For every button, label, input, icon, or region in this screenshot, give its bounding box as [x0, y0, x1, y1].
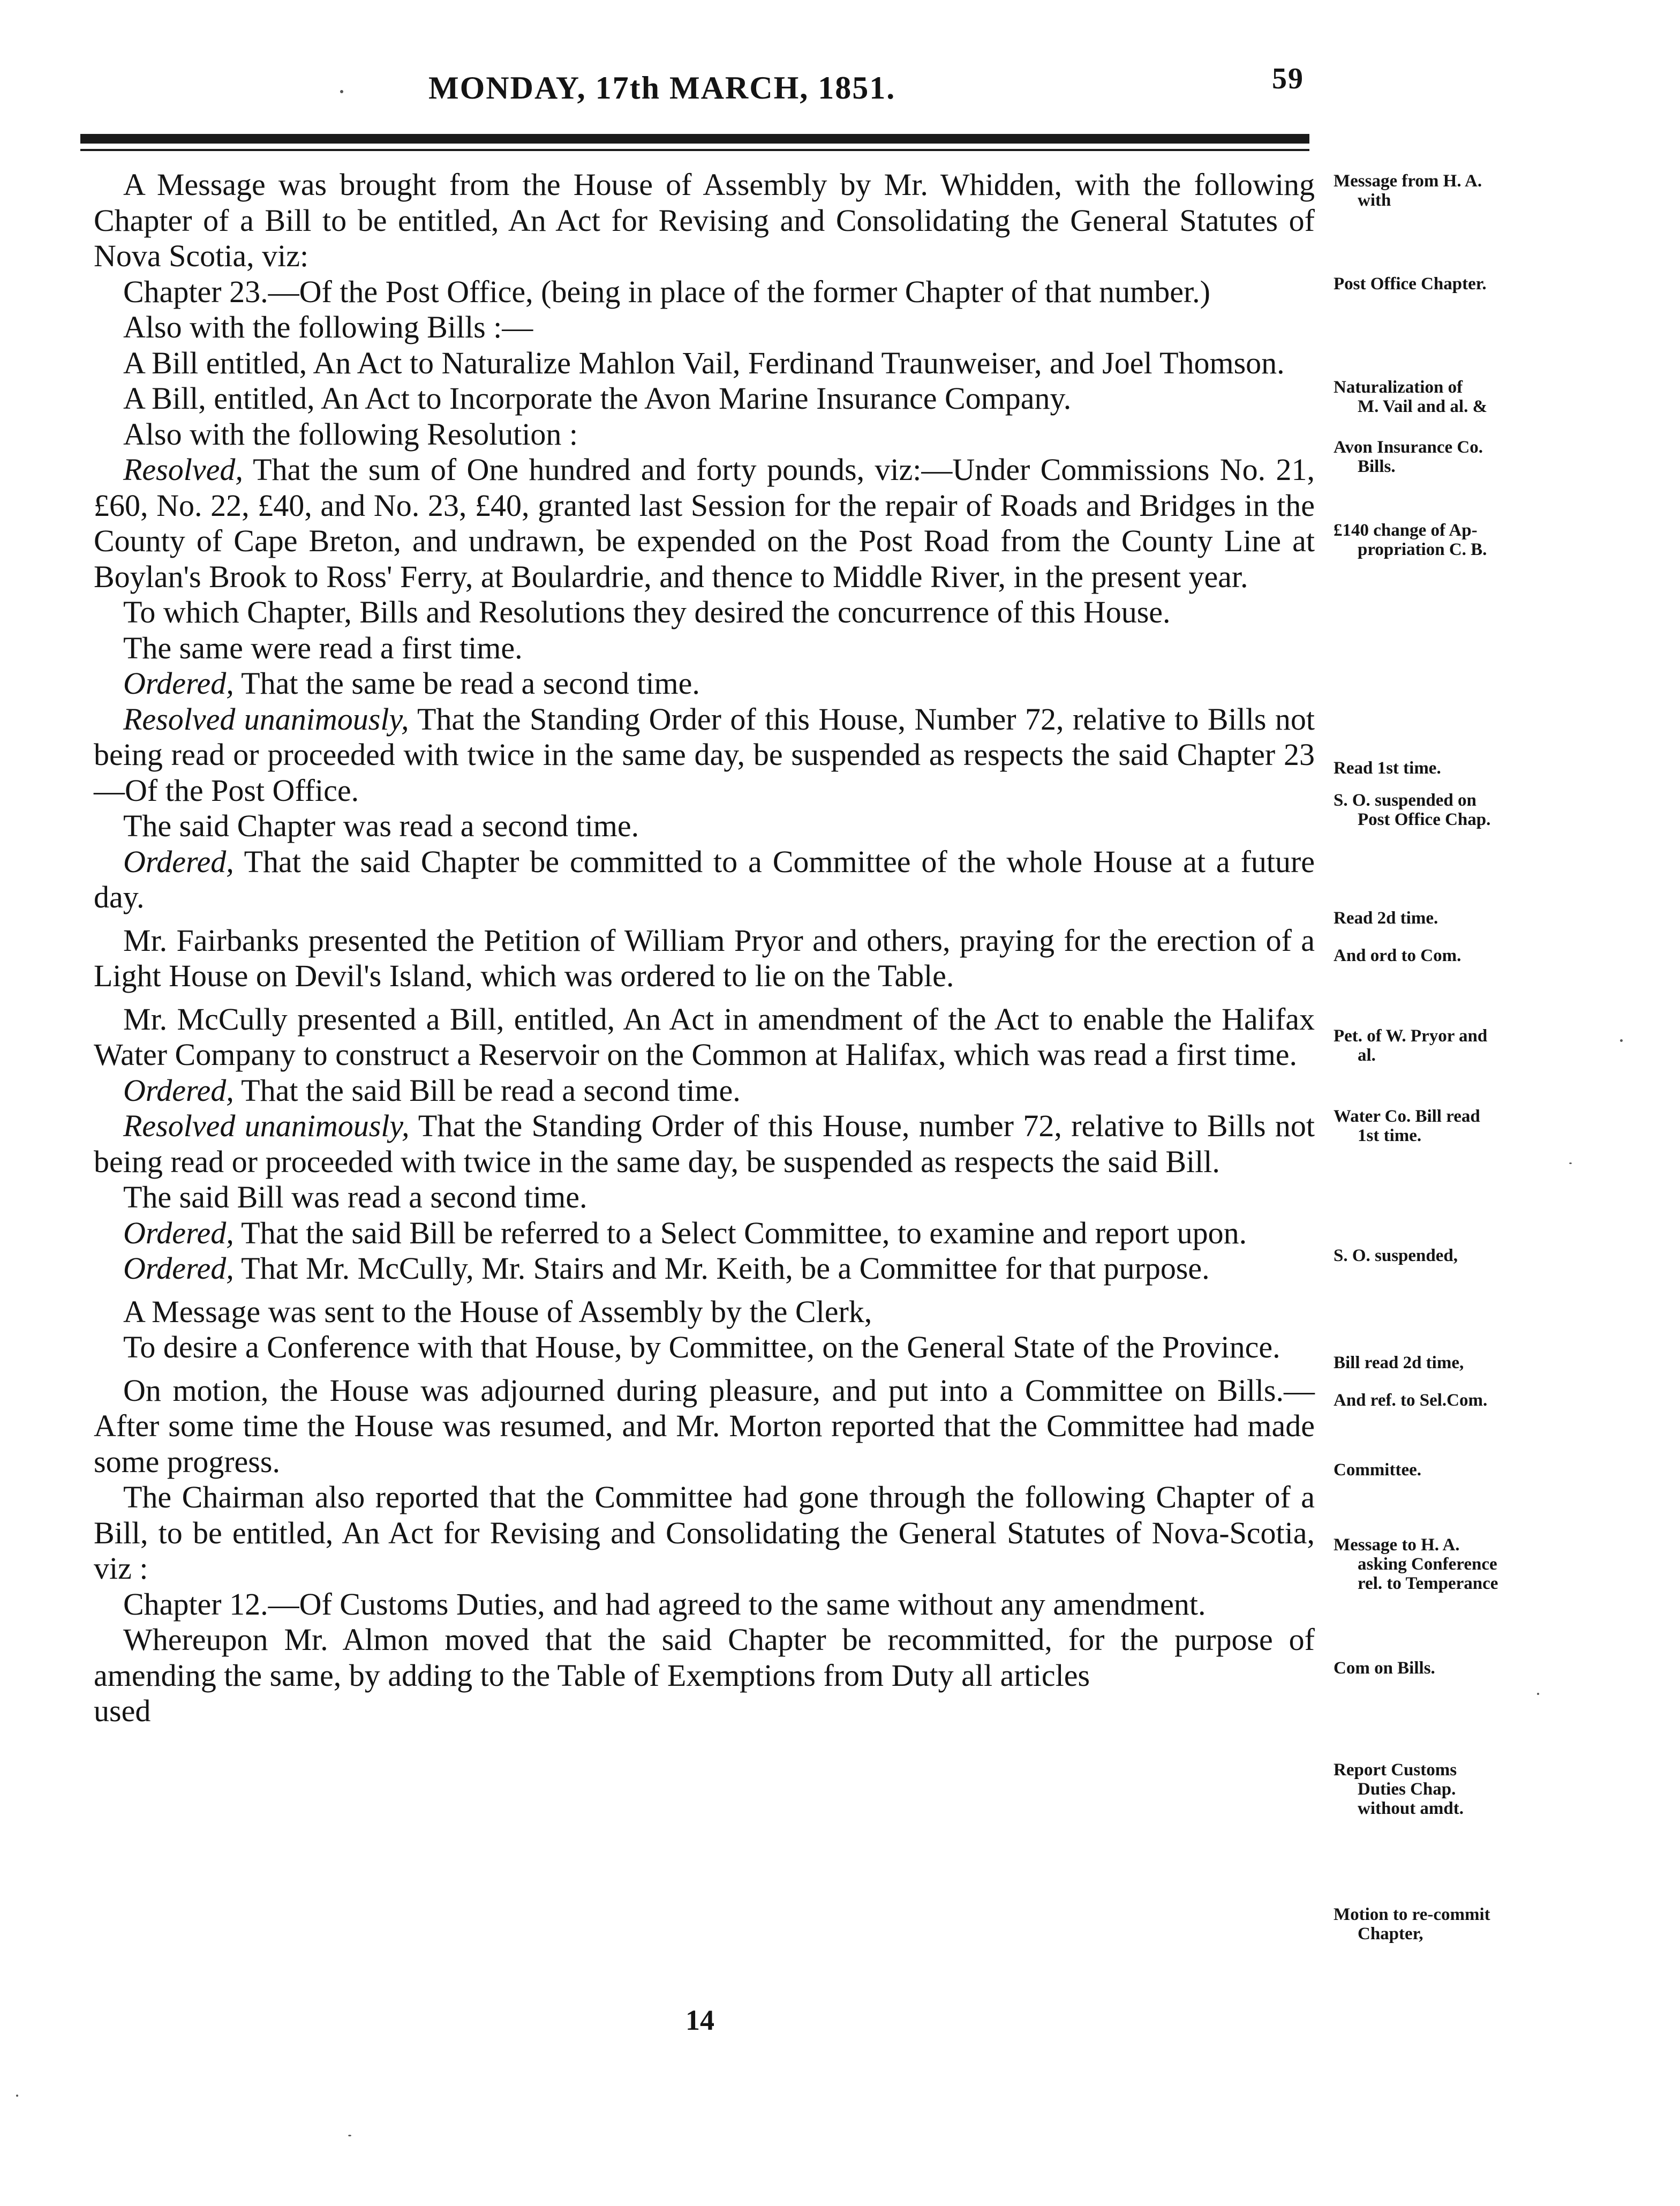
lead-word: Ordered, — [123, 1251, 234, 1286]
paragraph: Ordered, That the same be read a second time. — [123, 666, 700, 701]
paragraph: The Chairman also reported that the Committee had gone through the following Chapter of a Bill, to be entitled, An Act for Revising and Consolidating the General Statutes of Nova-Scotia, viz : — [94, 1480, 1315, 1586]
paper-speck — [1569, 1162, 1572, 1164]
lead-word: Ordered, — [123, 1215, 234, 1250]
paragraph: Ordered, That the said Bill be referred to a Select Committee, to examine and report upon. — [123, 1215, 1247, 1250]
catchword: used — [94, 1693, 151, 1728]
paragraph: To desire a Conference with that House, by Committee, on the General State of the Province. — [123, 1330, 1280, 1364]
paragraph: Resolved unanimously, That the Standing Order of this House, Number 72, relative to Bills not being read or proceeded with twice in the same day, be suspended as respects the said Chapter 23—Of the Post Office. — [94, 701, 1315, 808]
paragraph: Ordered, That Mr. McCully, Mr. Stairs and Mr. Keith, be a Committee for that purpose. — [123, 1251, 1210, 1286]
margin-note: Motion to re-commit Chapter, — [1334, 1905, 1490, 1944]
paragraph: Also with the following Resolution : — [123, 416, 578, 452]
margin-note: S. O. suspended on Post Office Chap. — [1334, 791, 1491, 829]
paper-speck — [340, 90, 343, 93]
margin-note: Avon Insurance Co. Bills. — [1334, 438, 1483, 476]
paragraph: The said Chapter was read a second time. — [123, 808, 639, 843]
paragraph: Chapter 23.—Of the Post Office, (being in place of the former Chapter of that number.) — [123, 274, 1210, 309]
page-header — [0, 59, 1312, 118]
margin-note: Report Customs Duties Chap. without amdt. — [1334, 1760, 1464, 1818]
lead-word: Ordered, — [123, 844, 234, 879]
lead-word: Resolved unanimously, — [123, 701, 409, 737]
page-number: 59 — [1272, 62, 1304, 95]
paragraph: Mr. McCully presented a Bill, entitled, An Act in amendment of the Act to enable the Halifax Water Company to construct a Reservoir on the Common at Halifax, which was read a first time. — [94, 1001, 1315, 1072]
margin-note: Post Office Chapter. — [1334, 274, 1487, 294]
margin-note: And ord to Com. — [1334, 946, 1461, 965]
lead-word: Ordered, — [123, 666, 234, 701]
paragraph: To which Chapter, Bills and Resolutions they desired the concurrence of this House. — [123, 595, 1171, 629]
paragraph: Resolved, That the sum of One hundred and forty pounds, viz:—Under Commissions No. 21, £60, No. 22, £40, and No. 23, £40, granted last Session for the repair of Roads and Bridges in the County of Cape Breton, and undrawn, be expended on the Post Road from the County Line at Boylan's Brook to Ross' Ferry, at Boulardrie, and thence to Middle River, in the present year. — [94, 452, 1315, 594]
page-date: MONDAY, 17th MARCH, 1851. — [428, 70, 896, 106]
paragraph: A Message was sent to the House of Assembly by the Clerk, — [123, 1294, 872, 1329]
margin-note: Message from H. A. with — [1334, 171, 1482, 210]
paragraph: Ordered, That the said Bill be read a second time. — [123, 1072, 741, 1108]
margin-note: Read 2d time. — [1334, 909, 1438, 928]
paper-speck — [1620, 1039, 1623, 1042]
paragraph: Chapter 12.—Of Customs Duties, and had agreed to the same without any amendment. — [123, 1586, 1206, 1622]
header-rule-thin — [80, 149, 1309, 151]
margin-note: Committee. — [1334, 1460, 1422, 1480]
paragraph: Ordered, That the said Chapter be committed to a Committee of the whole House at a future day. — [94, 844, 1315, 914]
paragraph: A Bill entitled, An Act to Naturalize Mahlon Vail, Ferdinand Traunweiser, and Joel Thomson. — [123, 345, 1285, 380]
margin-note: Naturalization of M. Vail and al. & — [1334, 378, 1488, 416]
paragraph: A Bill, entitled, An Act to Incorporate the Avon Marine Insurance Company. — [123, 381, 1072, 416]
margin-note: Read 1st time. — [1334, 759, 1441, 778]
paper-speck — [1537, 1693, 1539, 1695]
paragraph: Mr. Fairbanks presented the Petition of William Pryor and others, praying for the erection of a Light House on Devil's Island, which was ordered to lie on the Table. — [94, 922, 1315, 993]
margin-note: Com on Bills. — [1334, 1659, 1435, 1678]
margin-note: Bill read 2d time, — [1334, 1353, 1464, 1372]
paragraph: On motion, the House was adjourned during pleasure, and put into a Committee on Bills.—After some time the House was resumed, and Mr. Morton reported that the Committee had made some progress. — [94, 1372, 1315, 1479]
paragraph: Whereupon Mr. Almon moved that the said Chapter be recommitted, for the purpose of amending the same, by adding to the Table of Exemptions from Duty all articles — [94, 1622, 1315, 1693]
paper-speck — [16, 2095, 18, 2097]
margin-note: And ref. to Sel.Com. — [1334, 1391, 1488, 1410]
margin-note: Water Co. Bill read 1st time. — [1334, 1107, 1480, 1145]
margin-note: Message to H. A. asking Conference rel. to Temperance — [1334, 1535, 1498, 1593]
lead-word: Resolved unanimously, — [123, 1108, 410, 1143]
margin-note: Pet. of W. Pryor and al. — [1334, 1026, 1488, 1065]
paragraph: A Message was brought from the House of Assembly by Mr. Whidden, with the following Chapter of a Bill to be entitled, An Act for Revising and Consolidating the General Statutes of Nova Scotia, viz: — [94, 167, 1315, 273]
lead-word: Resolved, — [123, 452, 243, 487]
paper-speck — [348, 2135, 351, 2136]
paragraph: Resolved unanimously, That the Standing Order of this House, number 72, relative to Bills not being read or proceeded with twice in the same day, be suspended as respects the said Bill. — [94, 1108, 1315, 1179]
journal-body — [94, 167, 1315, 1729]
margin-note: S. O. suspended, — [1334, 1246, 1458, 1265]
paragraph: The same were read a first time. — [123, 630, 523, 665]
paragraph: The said Bill was read a second time. — [123, 1180, 587, 1214]
paragraph: Also with the following Bills :— — [123, 310, 533, 344]
lead-word: Ordered, — [123, 1072, 234, 1108]
signature-mark: 14 — [685, 2004, 714, 2036]
margin-note: £140 change of Ap- propriation C. B. — [1334, 521, 1487, 559]
header-rule-thick — [80, 134, 1309, 144]
